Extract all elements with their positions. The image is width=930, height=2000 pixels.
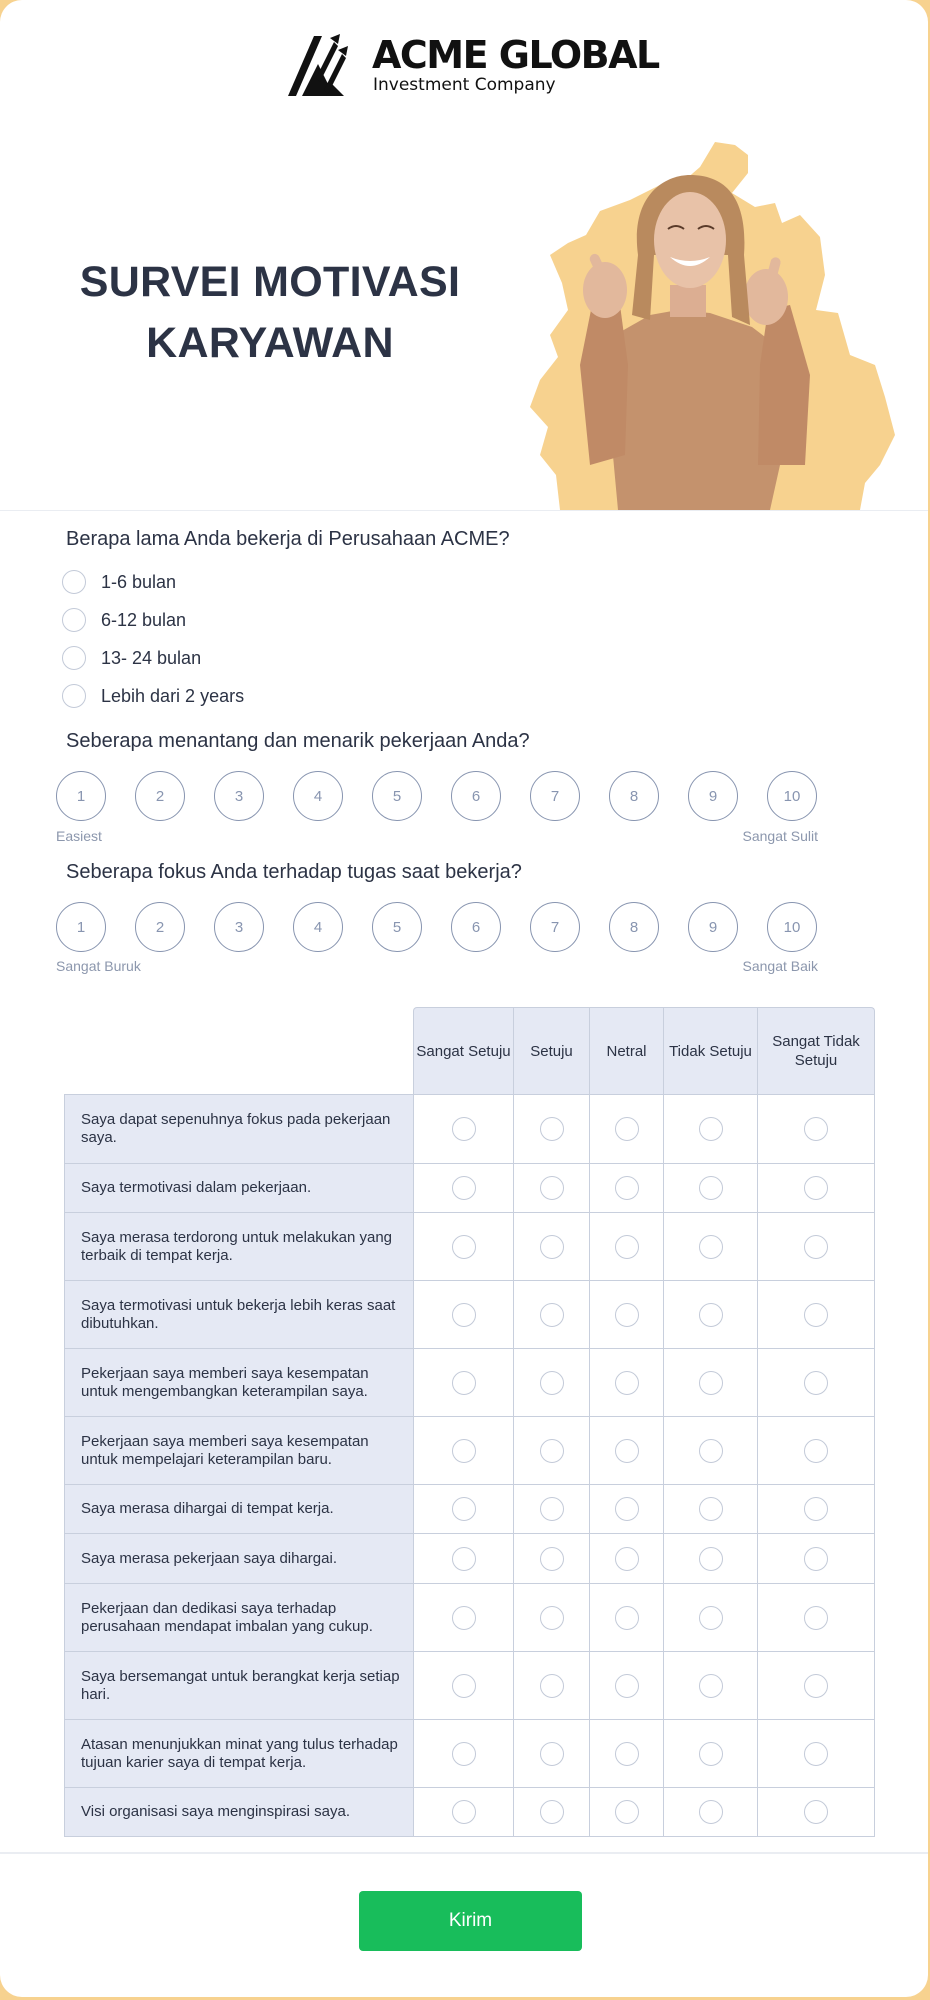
- matrix-cell: [757, 1094, 875, 1163]
- matrix-radio-button[interactable]: [615, 1371, 639, 1395]
- matrix-row-label: Saya merasa pekerjaan saya dihargai.: [64, 1533, 414, 1583]
- matrix-cell: [413, 1212, 514, 1280]
- submit-button[interactable]: Kirim: [359, 1891, 582, 1951]
- radio-button[interactable]: [62, 608, 86, 632]
- focus-min-label: Sangat Buruk: [56, 958, 141, 974]
- challenge-rating-option[interactable]: 6: [451, 771, 501, 821]
- question-tenure-label: Berapa lama Anda bekerja di Perusahaan ACME?: [66, 528, 510, 550]
- matrix-radio-button[interactable]: [540, 1235, 564, 1259]
- matrix-cell: [589, 1651, 664, 1719]
- matrix-row-label: Saya bersemangat untuk berangkat kerja setiap hari.: [64, 1651, 414, 1719]
- matrix-cell: [513, 1533, 590, 1583]
- matrix-cell: [663, 1484, 758, 1533]
- matrix-cell: [513, 1719, 590, 1787]
- matrix-cell: [589, 1348, 664, 1416]
- matrix-cell: [757, 1787, 875, 1836]
- matrix-radio-button[interactable]: [699, 1117, 723, 1141]
- matrix-radio-button[interactable]: [540, 1303, 564, 1327]
- matrix-radio-button[interactable]: [540, 1800, 564, 1824]
- matrix-row-label: Pekerjaan saya memberi saya kesempatan untuk mengembangkan keterampilan saya.: [64, 1348, 414, 1416]
- radio-button[interactable]: [62, 570, 86, 594]
- matrix-cell: [757, 1719, 875, 1787]
- matrix-cell: [513, 1787, 590, 1836]
- matrix-cell: [663, 1163, 758, 1212]
- matrix-radio-button[interactable]: [540, 1117, 564, 1141]
- matrix-row: [64, 1416, 875, 1484]
- matrix-cell: [663, 1533, 758, 1583]
- matrix-cell: [413, 1280, 514, 1348]
- brand-name: ACME GLOBAL: [372, 33, 659, 77]
- matrix-cell: [663, 1583, 758, 1651]
- matrix-cell: [413, 1719, 514, 1787]
- matrix-row-label: Saya termotivasi untuk bekerja lebih keras saat dibutuhkan.: [64, 1280, 414, 1348]
- matrix-row-label: Pekerjaan saya memberi saya kesempatan untuk mempelajari keterampilan baru.: [64, 1416, 414, 1484]
- matrix-cell: [757, 1348, 875, 1416]
- matrix-radio-button[interactable]: [615, 1117, 639, 1141]
- challenge-rating-option[interactable]: 5: [372, 771, 422, 821]
- matrix-radio-button[interactable]: [452, 1303, 476, 1327]
- matrix-row: [64, 1533, 875, 1583]
- challenge-rating-option[interactable]: 2: [135, 771, 185, 821]
- matrix-cell: [757, 1416, 875, 1484]
- matrix-row: [64, 1163, 875, 1212]
- title-line-2: KARYAWAN: [146, 319, 394, 367]
- matrix-radio-button[interactable]: [452, 1800, 476, 1824]
- matrix-row-label: Saya dapat sepenuhnya fokus pada pekerjaan saya.: [64, 1094, 414, 1163]
- matrix-row: [64, 1484, 875, 1533]
- matrix-bottom-border: [64, 1836, 875, 1837]
- matrix-radio-button[interactable]: [699, 1497, 723, 1521]
- matrix-cell: [513, 1094, 590, 1163]
- matrix-row: [64, 1583, 875, 1651]
- tenure-option[interactable]: [62, 682, 244, 710]
- matrix-radio-button[interactable]: [615, 1303, 639, 1327]
- matrix-cell: [663, 1787, 758, 1836]
- radio-button[interactable]: [62, 646, 86, 670]
- matrix-cell: [757, 1484, 875, 1533]
- challenge-rating-scale: [56, 771, 817, 821]
- question-challenge-label: Seberapa menantang dan menarik pekerjaan Anda?: [66, 730, 530, 752]
- matrix-cell: [589, 1416, 664, 1484]
- matrix-radio-button[interactable]: [804, 1117, 828, 1141]
- matrix-cell: [663, 1280, 758, 1348]
- matrix-cell: [413, 1163, 514, 1212]
- matrix-radio-button[interactable]: [804, 1303, 828, 1327]
- tenure-option[interactable]: [62, 568, 176, 596]
- focus-rating-option[interactable]: 2: [135, 902, 185, 952]
- matrix-cell: [413, 1348, 514, 1416]
- matrix-cell: [757, 1651, 875, 1719]
- matrix-row-label: Atasan menunjukkan minat yang tulus terhadap tujuan karier saya di tempat kerja.: [64, 1719, 414, 1787]
- matrix-radio-button[interactable]: [615, 1800, 639, 1824]
- matrix-row: [64, 1651, 875, 1719]
- matrix-radio-button[interactable]: [804, 1176, 828, 1200]
- matrix-cell: [757, 1533, 875, 1583]
- matrix-cell: [589, 1163, 664, 1212]
- matrix-row: [64, 1212, 875, 1280]
- matrix-radio-button[interactable]: [699, 1303, 723, 1327]
- matrix-radio-button[interactable]: [615, 1674, 639, 1698]
- matrix-radio-button[interactable]: [699, 1371, 723, 1395]
- matrix-row-label: Saya merasa terdorong untuk melakukan yang terbaik di tempat kerja.: [64, 1212, 414, 1280]
- matrix-radio-button[interactable]: [699, 1674, 723, 1698]
- matrix-radio-button[interactable]: [804, 1497, 828, 1521]
- matrix-row: [64, 1719, 875, 1787]
- acme-logo-icon: [288, 34, 358, 96]
- matrix-cell: [513, 1212, 590, 1280]
- matrix-row: [64, 1348, 875, 1416]
- matrix-radio-button[interactable]: [452, 1547, 476, 1571]
- matrix-cell: [663, 1094, 758, 1163]
- challenge-rating-option[interactable]: 10: [767, 771, 817, 821]
- matrix-radio-button[interactable]: [452, 1235, 476, 1259]
- title-line-1: SURVEI MOTIVASI: [79, 258, 461, 306]
- tenure-option-label: 13- 24 bulan: [101, 647, 202, 668]
- matrix-cell: [513, 1484, 590, 1533]
- matrix-radio-button[interactable]: [452, 1176, 476, 1200]
- focus-rating-option[interactable]: 7: [530, 902, 580, 952]
- focus-rating-option[interactable]: 3: [214, 902, 264, 952]
- matrix-cell: [663, 1416, 758, 1484]
- matrix-row: [64, 1787, 875, 1836]
- focus-rating-option[interactable]: 9: [688, 902, 738, 952]
- matrix-radio-button[interactable]: [452, 1497, 476, 1521]
- tenure-option-label: 6-12 bulan: [101, 609, 187, 630]
- matrix-column-header: Sangat Setuju: [413, 1007, 514, 1094]
- matrix-cell: [589, 1787, 664, 1836]
- matrix-radio-button[interactable]: [540, 1371, 564, 1395]
- matrix-radio-button[interactable]: [615, 1497, 639, 1521]
- matrix-row-label: Saya termotivasi dalam pekerjaan.: [64, 1163, 414, 1212]
- matrix-radio-button[interactable]: [540, 1497, 564, 1521]
- matrix-radio-button[interactable]: [452, 1606, 476, 1630]
- matrix-radio-button[interactable]: [699, 1235, 723, 1259]
- matrix-radio-button[interactable]: [804, 1371, 828, 1395]
- matrix-radio-button[interactable]: [699, 1547, 723, 1571]
- radio-button[interactable]: [62, 684, 86, 708]
- focus-rating-scale: [56, 902, 817, 952]
- matrix-column-header: Netral: [589, 1007, 664, 1094]
- challenge-rating-option[interactable]: 3: [214, 771, 264, 821]
- matrix-radio-button[interactable]: [452, 1117, 476, 1141]
- matrix-cell: [757, 1212, 875, 1280]
- matrix-cell: [663, 1212, 758, 1280]
- focus-rating-option[interactable]: 8: [609, 902, 659, 952]
- page-title: [60, 252, 480, 374]
- matrix-radio-button[interactable]: [452, 1674, 476, 1698]
- matrix-cell: [663, 1348, 758, 1416]
- matrix-column-header: Sangat Tidak Setuju: [757, 1007, 875, 1094]
- focus-rating-option[interactable]: 1: [56, 902, 106, 952]
- matrix-radio-button[interactable]: [615, 1439, 639, 1463]
- matrix-radio-button[interactable]: [804, 1606, 828, 1630]
- matrix-radio-button[interactable]: [540, 1742, 564, 1766]
- matrix-radio-button[interactable]: [699, 1439, 723, 1463]
- focus-max-label: Sangat Baik: [742, 958, 818, 974]
- matrix-row-label: Visi organisasi saya menginspirasi saya.: [64, 1787, 414, 1836]
- matrix-column-header: Tidak Setuju: [663, 1007, 758, 1094]
- matrix-radio-button[interactable]: [804, 1800, 828, 1824]
- matrix-cell: [413, 1651, 514, 1719]
- challenge-rating-option[interactable]: 4: [293, 771, 343, 821]
- matrix-row-label: Pekerjaan dan dedikasi saya terhadap perusahaan mendapat imbalan yang cukup.: [64, 1583, 414, 1651]
- matrix-cell: [663, 1651, 758, 1719]
- matrix-radio-button[interactable]: [699, 1606, 723, 1630]
- matrix-cell: [413, 1787, 514, 1836]
- focus-rating-option[interactable]: 6: [451, 902, 501, 952]
- challenge-max-label: Sangat Sulit: [742, 828, 818, 844]
- challenge-rating-option[interactable]: 1: [56, 771, 106, 821]
- matrix-radio-button[interactable]: [804, 1547, 828, 1571]
- matrix-radio-button[interactable]: [804, 1742, 828, 1766]
- company-logo: [288, 32, 659, 98]
- focus-rating-option[interactable]: 4: [293, 902, 343, 952]
- matrix-cell: [757, 1583, 875, 1651]
- challenge-rating-option[interactable]: 9: [688, 771, 738, 821]
- matrix-row-label: Saya merasa dihargai di tempat kerja.: [64, 1484, 414, 1533]
- hero-divider: [0, 510, 928, 511]
- footer-divider: [0, 1852, 928, 1854]
- matrix-radio-button[interactable]: [699, 1176, 723, 1200]
- matrix-radio-button[interactable]: [615, 1606, 639, 1630]
- matrix-radio-button[interactable]: [615, 1742, 639, 1766]
- matrix-cell: [413, 1484, 514, 1533]
- matrix-cell: [513, 1280, 590, 1348]
- matrix-cell: [513, 1348, 590, 1416]
- matrix-cell: [513, 1416, 590, 1484]
- tenure-option-label: 1-6 bulan: [101, 571, 177, 592]
- matrix-row: [64, 1280, 875, 1348]
- matrix-radio-button[interactable]: [699, 1800, 723, 1824]
- matrix-radio-button[interactable]: [615, 1176, 639, 1200]
- matrix-cell: [589, 1212, 664, 1280]
- hero-image: [520, 135, 900, 510]
- focus-rating-option[interactable]: 5: [372, 902, 422, 952]
- matrix-cell: [589, 1094, 664, 1163]
- matrix-radio-button[interactable]: [540, 1606, 564, 1630]
- matrix-cell: [513, 1163, 590, 1212]
- matrix-radio-button[interactable]: [615, 1547, 639, 1571]
- question-focus-label: Seberapa fokus Anda terhadap tugas saat bekerja?: [66, 861, 522, 883]
- matrix-cell: [589, 1719, 664, 1787]
- tenure-option[interactable]: [62, 644, 201, 672]
- matrix-radio-button[interactable]: [452, 1439, 476, 1463]
- focus-rating-option[interactable]: 10: [767, 902, 817, 952]
- matrix-cell: [589, 1533, 664, 1583]
- matrix-radio-button[interactable]: [804, 1674, 828, 1698]
- matrix-cell: [513, 1583, 590, 1651]
- matrix-radio-button[interactable]: [540, 1547, 564, 1571]
- tenure-option-label: Lebih dari 2 years: [101, 685, 245, 706]
- matrix-radio-button[interactable]: [804, 1439, 828, 1463]
- challenge-rating-option[interactable]: 8: [609, 771, 659, 821]
- matrix-radio-button[interactable]: [540, 1439, 564, 1463]
- matrix-cell: [413, 1583, 514, 1651]
- matrix-cell: [757, 1163, 875, 1212]
- matrix-radio-button[interactable]: [540, 1176, 564, 1200]
- matrix-cell: [757, 1280, 875, 1348]
- matrix-cell: [513, 1651, 590, 1719]
- matrix-cell: [663, 1719, 758, 1787]
- matrix-cell: [413, 1416, 514, 1484]
- matrix-column-header: Setuju: [513, 1007, 590, 1094]
- matrix-radio-button[interactable]: [804, 1235, 828, 1259]
- matrix-cell: [413, 1533, 514, 1583]
- challenge-rating-option[interactable]: 7: [530, 771, 580, 821]
- matrix-radio-button[interactable]: [540, 1674, 564, 1698]
- matrix-cell: [589, 1484, 664, 1533]
- tenure-option[interactable]: [62, 606, 186, 634]
- matrix-cell: [589, 1583, 664, 1651]
- brand-tagline: Investment Company: [373, 75, 556, 95]
- matrix-row: [64, 1094, 875, 1163]
- matrix-radio-button[interactable]: [699, 1742, 723, 1766]
- matrix-radio-button[interactable]: [615, 1235, 639, 1259]
- matrix-radio-button[interactable]: [452, 1371, 476, 1395]
- challenge-min-label: Easiest: [56, 828, 102, 844]
- matrix-radio-button[interactable]: [452, 1742, 476, 1766]
- matrix-cell: [413, 1094, 514, 1163]
- matrix-cell: [589, 1280, 664, 1348]
